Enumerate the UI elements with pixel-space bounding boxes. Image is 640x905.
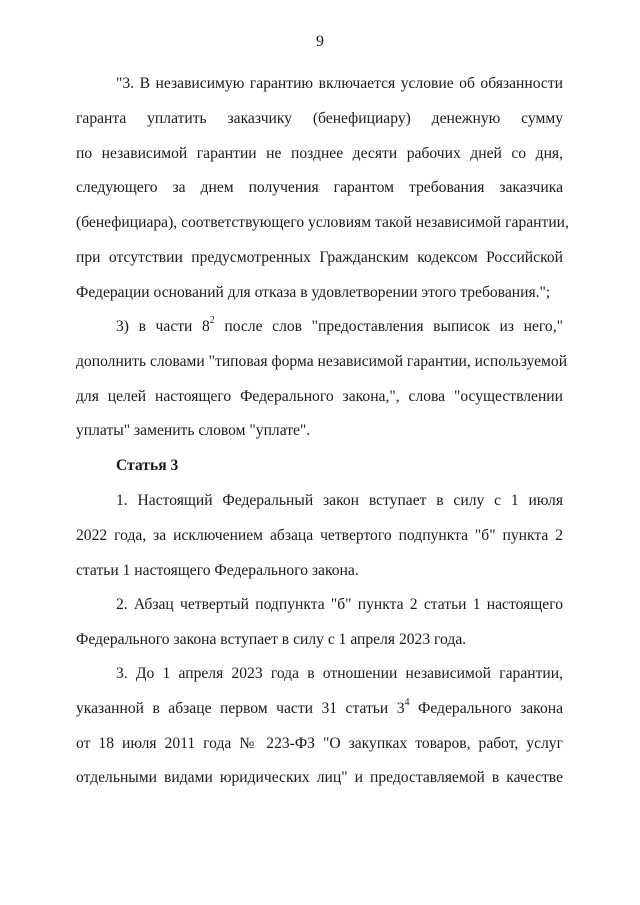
page-number: 9 (316, 33, 324, 50)
text-line: (бенефициара), соответствующего условиям такой независимой гарантии, (76, 214, 569, 232)
text-line: от 18 июля 2011 года № 223-ФЗ "О закупках товаров, работ, услуг (76, 734, 563, 752)
text-line: отдельными видами юридических лиц" и предоставляемой в качестве (76, 769, 563, 787)
text-line: 2. Абзац четвертый подпункта "б" пункта 2 статьи 1 настоящего (116, 596, 563, 613)
text-line: 3. До 1 апреля 2023 года в отношении независимой гарантии, (116, 665, 563, 682)
text-line: 1. Настоящий Федеральный закон вступает в силу с 1 июля (116, 492, 563, 509)
text-line: дополнить словами "типовая форма независимой гарантии, используемой (76, 352, 568, 370)
text-fragment: после слов "предоставления выписок из него," (214, 318, 563, 335)
paragraph-item-3 (76, 314, 568, 456)
paragraph-article3-point1 (76, 491, 563, 595)
text-line: при отсутствии предусмотренных Гражданским кодексом Российской (76, 248, 563, 266)
superscript: 4 (404, 696, 410, 708)
text-fragment: 3) в части 8 (116, 318, 210, 335)
paragraph-article3-point3 (76, 664, 563, 803)
paragraph-guarantee-condition (76, 74, 569, 318)
text-fragment: указанной в абзаце первом части 31 статьи 3 (76, 699, 405, 717)
article-heading: Статья 3 (116, 457, 179, 474)
text-line (76, 696, 564, 734)
text-line: по независимой гарантии не позднее десяти рабочих дней со дня, (76, 144, 563, 162)
text-line (76, 314, 563, 352)
text-line: 2022 года, за исключением абзаца четвертого подпункта "б" пункта 2 (76, 526, 563, 544)
text-line: уплаты" заменить словом "уплате". (76, 422, 311, 440)
text-line: гаранта уплатить заказчику (бенефициару) денежную сумму (76, 109, 563, 127)
text-line: для целей настоящего Федерального закона,", слова "осуществлении (76, 387, 563, 405)
text-line: Федерации оснований для отказа в удовлетворении этого требования."; (76, 283, 551, 301)
superscript: 2 (209, 314, 215, 326)
article-heading-block (76, 456, 563, 491)
paragraph-article3-point2 (76, 595, 563, 665)
text-line: Федерального закона вступает в силу с 1 апреля 2023 года. (76, 630, 467, 648)
text-line: "3. В независимую гарантию включается условие об обязанности (116, 75, 563, 92)
text-fragment: Федерального закона (409, 699, 564, 717)
text-line: статьи 1 настоящего Федерального закона. (76, 561, 359, 579)
text-line: следующего за днем получения гарантом требования заказчика (76, 179, 563, 197)
